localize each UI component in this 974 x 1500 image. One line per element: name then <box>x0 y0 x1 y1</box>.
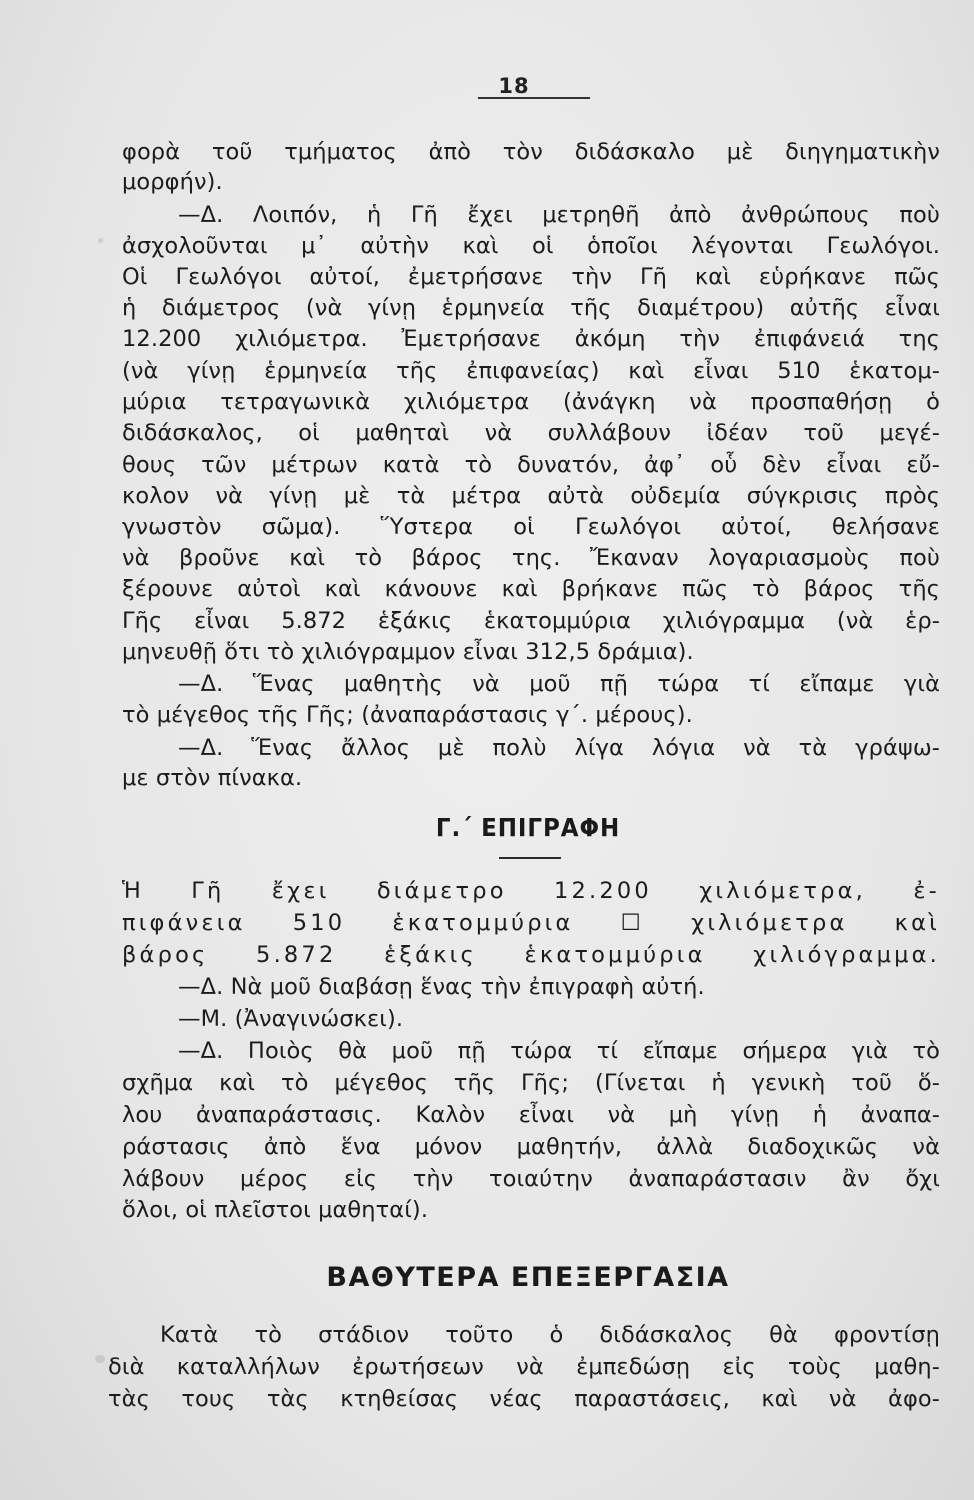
text-line: διὰ καταλλήλων ἐρωτήσεων νὰ ἐμπεδώσῃ εἰς τοὺς μαθη- <box>108 1354 940 1380</box>
text-line: ξέρουνε αὐτοὶ καὶ κάνουνε καὶ βρήκανε πῶς τὸ βάρος τῆς <box>122 576 940 602</box>
dialogue-line: —Δ. Νὰ μοῦ διαβάσῃ ἕνας τὴν ἐπιγραφὴ αὐτή. <box>178 974 705 1000</box>
text-line: —Δ. Ἕνας μαθητὴς νὰ μοῦ πῇ τώρα τί εἴπαμε γιὰ <box>178 671 940 697</box>
text-line: ὅλοι, οἱ πλεῖστοι μαθηταί). <box>122 1197 429 1223</box>
text-line: λου ἀναπαράστασις. Καλὸν εἶναι νὰ μὴ γίνῃ ἡ ἀναπα- <box>122 1102 940 1128</box>
text-line: Κατὰ τὸ στάδιον τοῦτο ὁ διδάσκαλος θὰ φροντίσῃ <box>160 1322 940 1348</box>
text-line: μύρια τετραγωνικὰ χιλιόμετρα (ἀνάγκη νὰ προσπαθήσῃ ὁ <box>122 389 940 415</box>
text-line: μορφήν). <box>122 169 223 195</box>
text-line: ἡ διάμετρος (νὰ γίνῃ ἑρμηνεία τῆς διαμέτρου) αὐτῆς εἶναι <box>122 295 940 321</box>
text-line: Οἱ Γεωλόγοι αὐτοί, ἐμετρήσανε τὴν Γῆ καὶ εὑρήκανε πῶς <box>122 264 940 290</box>
section-heading-deeper-processing: ΒΑΘΥΤΕΡΑ ΕΠΕΞΕΡΓΑΣΙΑ <box>326 1262 730 1293</box>
text-line: διδάσκαλος, οἱ μαθηταὶ νὰ συλλάβουν ἰδέαν τοῦ μεγέ- <box>122 420 940 446</box>
page-number-underline <box>478 97 590 99</box>
page-number: 18 <box>498 74 530 98</box>
text-line: κολον νὰ γίνῃ μὲ τὰ μέτρα αὐτὰ οὐδεμία σύγκρισις πρὸς <box>122 483 940 509</box>
paper-stain <box>98 238 103 243</box>
text-line: —Δ. Λοιπόν, ἡ Γῆ ἔχει μετρηθῆ ἀπὸ ἀνθρώπους ποὺ <box>178 202 940 228</box>
text-line: ἀσχολοῦνται μ᾽ αὐτὴν καὶ οἱ ὁποῖοι λέγονται Γεωλόγοι. <box>122 233 940 259</box>
text-line: με στὸν πίνακα. <box>122 765 303 791</box>
dialogue-line: —Μ. (Ἀναγινώσκει). <box>178 1006 404 1032</box>
text-line: 12.200 χιλιόμετρα. Ἐμετρήσανε ἀκόμη τὴν ἐπιφάνειά της <box>122 326 940 352</box>
text-line: —Δ. Ποιὸς θὰ μοῦ πῇ τώρα τί εἴπαμε σήμερα γιὰ τὸ <box>178 1038 940 1064</box>
text-line: σχῆμα καὶ τὸ μέγεθος τῆς Γῆς; (Γίνεται ἡ γενικὴ τοῦ ὅ- <box>122 1070 940 1096</box>
text-line: Γῆς εἶναι 5.872 ἑξάκις ἑκατομμύρια χιλιόγραμμα (νὰ ἑρ- <box>122 608 940 634</box>
heading-underline <box>499 857 561 859</box>
inscription-line: πιφάνεια 510 ἑκατομμύρια ☐ χιλιόμετρα καὶ <box>122 910 940 936</box>
text-line: τὸ μέγεθος τῆς Γῆς; (ἀναπαράστασις γ΄. μέρους). <box>122 702 693 728</box>
text-line: —Δ. Ἕνας ἄλλος μὲ πολὺ λίγα λόγια νὰ τὰ γράψω- <box>178 735 940 761</box>
text-line: θους τῶν μέτρων κατὰ τὸ δυνατόν, ἀφ᾽ οὗ δὲν εἶναι εὔ- <box>122 452 940 478</box>
inscription-line: βάρος 5.872 ἑξάκις ἑκατομμύρια χιλιόγραμμα. <box>122 942 940 968</box>
text-line: φορὰ τοῦ τμήματος ἀπὸ τὸν διδάσκαλο μὲ διηγηματικὴν <box>122 139 940 165</box>
text-line: νὰ βροῦνε καὶ τὸ βάρος της. Ἔκαναν λογαριασμοὺς ποὺ <box>122 545 940 571</box>
text-line: μηνευθῇ ὅτι τὸ χιλιόγραμμον εἶναι 312,5 δράμια). <box>122 639 694 665</box>
text-line: τὰς τους τὰς κτηθείσας νέας παραστάσεις, καὶ νὰ ἀφο- <box>108 1386 940 1412</box>
text-line: γνωστὸν σῶμα). Ὕστερα οἱ Γεωλόγοι αὐτοί, θελήσανε <box>122 514 940 540</box>
text-line: ράστασις ἀπὸ ἕνα μόνον μαθητήν, ἀλλὰ διαδοχικῶς νὰ <box>122 1134 940 1160</box>
inscription-line: Ἡ Γῆ ἔχει διάμετρο 12.200 χιλιόμετρα, ἐ- <box>122 878 940 904</box>
paper-stain <box>95 1355 105 1363</box>
text-line: (νὰ γίνῃ ἑρμηνεία τῆς ἐπιφανείας) καὶ εἶναι 510 ἑκατομ- <box>122 358 940 384</box>
section-heading-inscription: Γ.΄ ΕΠΙΓΡΑΦΗ <box>435 813 621 842</box>
text-line: λάβουν μέρος εἰς τὴν τοιαύτην ἀναπαράστασιν ἂν ὄχι <box>122 1166 940 1192</box>
